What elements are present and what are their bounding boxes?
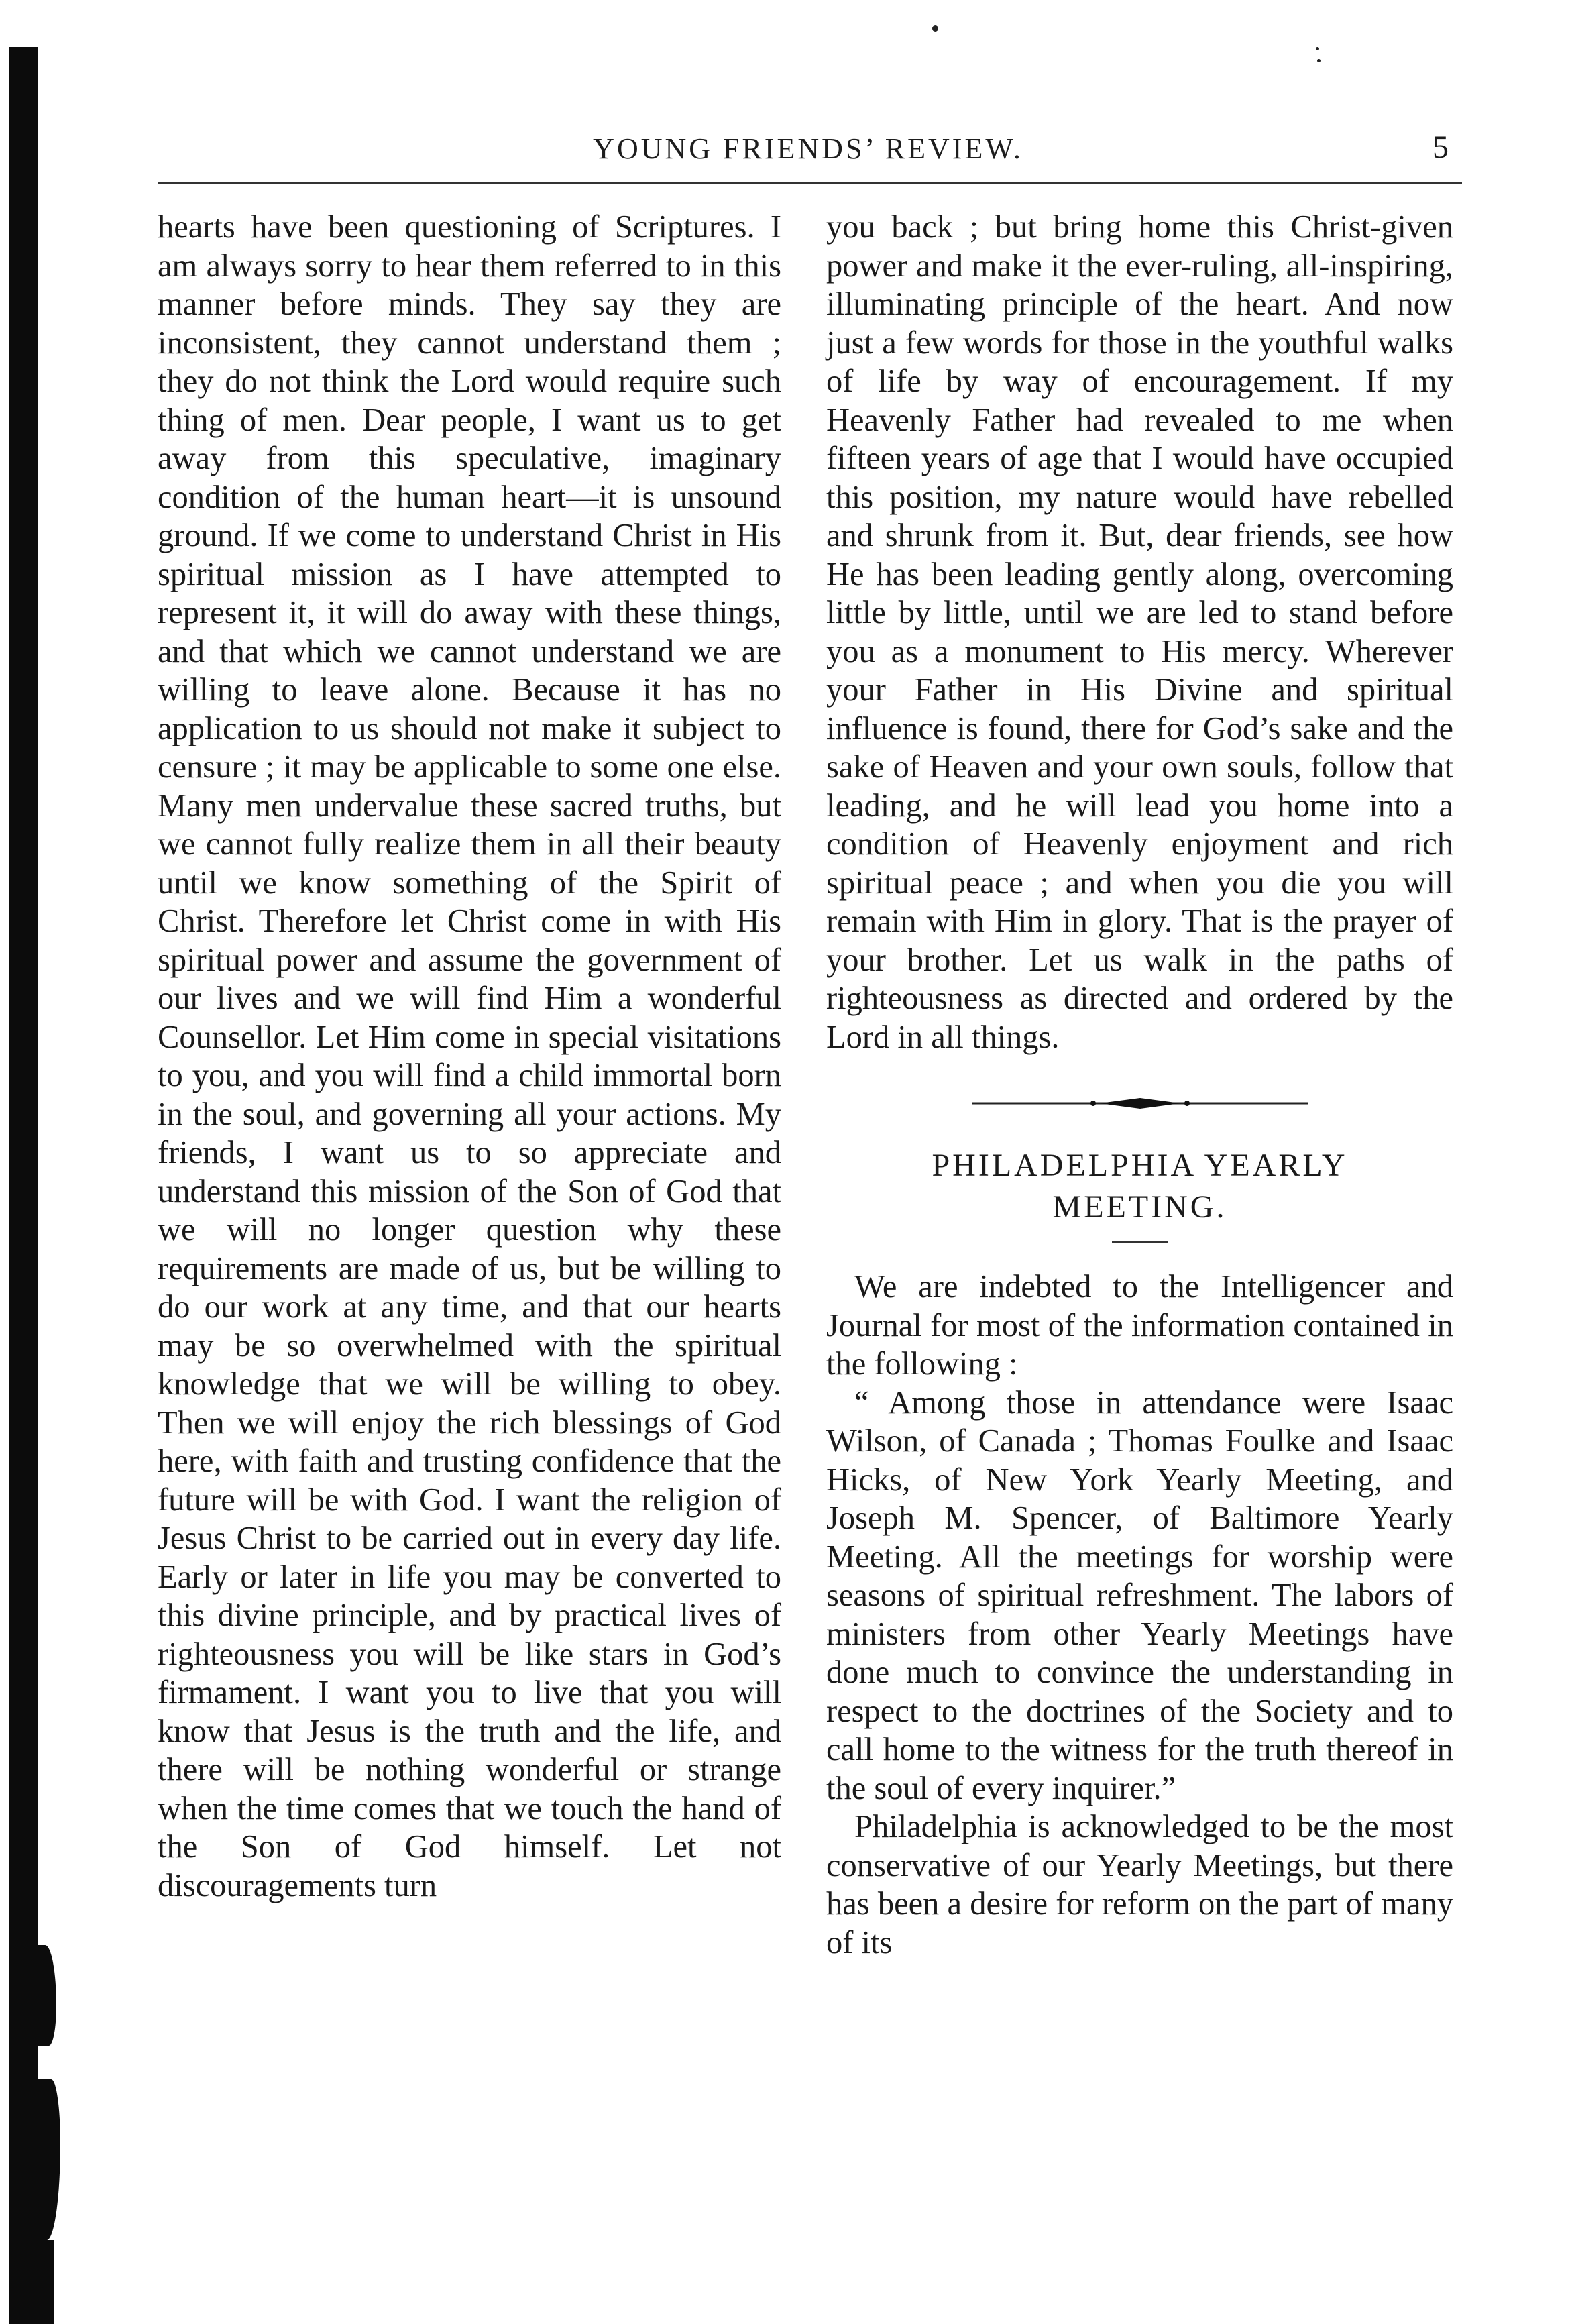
page-number: 5 xyxy=(1433,129,1449,165)
sermon-text-conclusion: you back ; but bring home this Christ-given power and make it the ever-ruling, all-inspiring, illuminating principle of the heart. And now just a few words for those in the youthful walks of life by way of encouragement. If my Heavenly Father had revealed to me when fifteen years of age that I would have occupied this position, my nature would have rebelled and shrunk from it. But, dear friends, see how He has been leading gently along, overcoming little by little, until we are led to stand before you as a monument to His mercy. Wherever your Father in His Divine and spiritual influence is found, there for God’s sake and the sake of Heaven and your own souls, follow that leading, and he will lead you home into a condition of Heavenly enjoyment and rich spiritual peace ; and when you die you will remain with Him in glory. That is the prayer of your brother. Let us walk in the paths of righteousness as directed and ordered by the Lord in all things. xyxy=(826,209,1453,1055)
section-title-line-1: PHILADELPHIA YEARLY xyxy=(932,1148,1348,1183)
header-rule xyxy=(158,182,1462,184)
section-divider-ornament xyxy=(972,1095,1308,1111)
sermon-text-continued: hearts have been questioning of Scriptures. I am always sorry to hear them referred to in this manner before minds. They say they are inconsistent, they cannot understand them ; they do not think the Lord would require such thing of men. Dear people, I want us to get away from this speculative, imaginary condition of the human heart—it is unsound ground. If we come to understand Christ in His spiritual mission as I have attempted to represent it, it will do away with these things, and that which we cannot understand we are willing to leave alone. Because it has no application to us should not make it subject to censure ; it may be applicable to some one else. Many men undervalue these sacred truths, but we cannot fully realize them in all their beauty until we know something of the Spirit of Christ. Therefore let Christ come in with His spiritual power and assume the government of our lives and we will find Him a wonderful Counsellor. Let Him come in special visitations to you, and you will find a child immortal born in the soul, and governing all your actions. My friends, I want us to so appreciate and understand this mission of the Son of God that we will no longer question why these requirements are made of us, but be willing to do our work at any time, and that our hearts may be so overwhelmed with the spiritual knowledge that we will be willing to obey. Then we will enjoy the rich blessings of God here, with faith and trusting confidence that the future will be with God. I want the religion of Jesus Christ to be carried out in every day life. Early or later in life you may be converted to this divine principle, and by practical lives of righteousness you will be like stars in God’s firmament. I want you to live that you will know that Jesus is the truth and the life, and there will be nothing wonderful or strange when the time comes that we touch the hand of the Son of God himself. Let not discouragements turn xyxy=(158,209,781,1903)
article-paragraph: Philadelphia is acknowledged to be the most conservative of our Yearly Meetings, but there has been a desire for reform on the part of many of its xyxy=(826,1809,1453,1960)
binding-edge-mark xyxy=(38,2079,60,2240)
section-title-rule xyxy=(1112,1241,1168,1243)
page-header xyxy=(154,131,1462,172)
right-column xyxy=(826,208,1453,1962)
print-speck xyxy=(1317,59,1321,62)
article-paragraph: We are indebted to the Intelligencer and Journal for most of the information contained in the following : xyxy=(826,1269,1453,1382)
binding-edge-mark xyxy=(38,1945,56,2046)
running-title: YOUNG FRIENDS’ REVIEW. xyxy=(593,132,1023,165)
print-speck xyxy=(932,25,938,32)
section-title-line-2: MEETING. xyxy=(1052,1189,1227,1225)
print-speck xyxy=(1316,47,1319,50)
left-column xyxy=(158,208,781,1905)
book-spine-shadow xyxy=(9,47,38,2324)
binding-edge-mark xyxy=(38,2240,54,2324)
article-quotation: “ Among those in attendance were Isaac Wilson, of Canada ; Thomas Foulke and Isaac Hicks, of New York Yearly Meeting, and Joseph M. Spencer, of Baltimore Yearly Meeting. All the meetings for worship were seasons of spiritual refreshment. The labors of ministers from other Yearly Meetings have done much to convince the understanding in respect to the doctrines of the Society and to call home to the witness for the truth thereof in the soul of every inquirer.” xyxy=(826,1384,1453,1806)
